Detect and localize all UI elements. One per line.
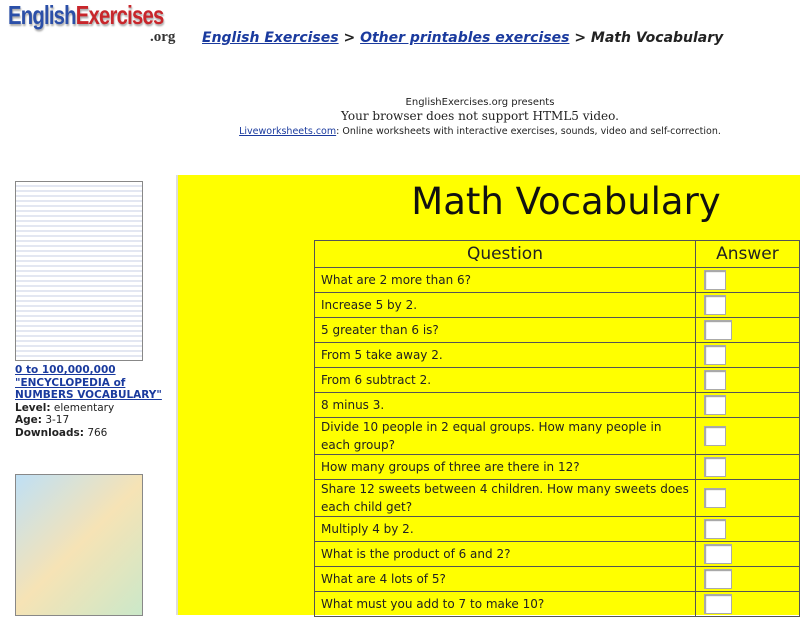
answer-cell <box>695 393 799 418</box>
table-row <box>315 455 800 480</box>
age-value: 3-17 <box>45 414 70 426</box>
question-text: How many groups of three are there in 12? <box>315 455 696 480</box>
question-text: 8 minus 3. <box>315 393 696 418</box>
question-text: Multiply 4 by 2. <box>315 517 696 542</box>
answer-input[interactable] <box>704 426 726 446</box>
sidebar-item-info <box>15 364 165 439</box>
answer-input[interactable] <box>704 488 726 508</box>
table-row <box>315 517 800 542</box>
worksheet-title: Math Vocabulary <box>411 180 721 223</box>
answer-input[interactable] <box>704 370 726 390</box>
answer-cell <box>695 293 799 318</box>
question-header: Question <box>315 241 696 268</box>
answer-cell <box>695 268 799 293</box>
level-label: Level: <box>15 401 51 414</box>
answer-input[interactable] <box>704 270 726 290</box>
answer-cell <box>695 542 799 567</box>
question-text: What are 4 lots of 5? <box>315 567 696 592</box>
table-row <box>315 268 800 293</box>
question-text: Increase 5 by 2. <box>315 293 696 318</box>
sidebar-item-title-link[interactable]: 0 to 100,000,000 "ENCYCLOPEDIA of NUMBERS VOCABULARY" <box>15 364 162 401</box>
question-text: From 5 take away 2. <box>315 343 696 368</box>
downloads-label: Downloads: <box>15 426 84 439</box>
question-text: Share 12 sweets between 4 children. How many sweets does each child get? <box>315 480 696 517</box>
table-row <box>315 567 800 592</box>
question-text: 5 greater than 6 is? <box>315 318 696 343</box>
breadcrumb <box>202 30 723 46</box>
answer-cell <box>695 480 799 517</box>
answer-input[interactable] <box>704 320 732 340</box>
table-row <box>315 592 800 617</box>
site-logo[interactable]: EnglishExercises <box>8 0 164 30</box>
answer-input[interactable] <box>704 544 732 564</box>
answer-cell <box>695 567 799 592</box>
answer-input[interactable] <box>704 295 726 315</box>
answer-cell <box>695 318 799 343</box>
table-row <box>315 368 800 393</box>
video-unsupported-text: Your browser does not support HTML5 video. <box>341 109 619 123</box>
site-logo-suffix: .org <box>150 29 176 45</box>
answer-cell <box>695 455 799 480</box>
worksheet-thumbnail[interactable] <box>15 181 143 361</box>
answer-input[interactable] <box>704 345 726 365</box>
table-row <box>315 542 800 567</box>
level-value: elementary <box>53 401 115 414</box>
question-text: What are 2 more than 6? <box>315 268 696 293</box>
answer-cell <box>695 517 799 542</box>
question-text: Divide 10 people in 2 equal groups. How many people in each group? <box>315 418 696 455</box>
answer-input[interactable] <box>704 395 726 415</box>
question-table <box>314 240 800 617</box>
answer-input[interactable] <box>704 519 726 539</box>
answer-cell <box>695 343 799 368</box>
breadcrumb-separator: > <box>343 30 356 46</box>
answer-cell <box>695 418 799 455</box>
worksheet-thumbnail[interactable] <box>15 474 143 616</box>
table-row <box>315 480 800 517</box>
liveworksheets-tagline: : Online worksheets with interactive exercises, sounds, video and self-correction. <box>336 126 721 137</box>
question-text: From 6 subtract 2. <box>315 368 696 393</box>
breadcrumb-separator: > <box>574 30 587 46</box>
table-row <box>315 293 800 318</box>
breadcrumb-printables-link[interactable]: Other printables exercises <box>360 30 570 46</box>
answer-input[interactable] <box>704 594 732 614</box>
answer-header: Answer <box>695 241 799 268</box>
presents-text: EnglishExercises.org presents <box>405 97 555 108</box>
liveworksheets-notice <box>0 126 800 137</box>
table-row <box>315 393 800 418</box>
question-text: What is the product of 6 and 2? <box>315 542 696 567</box>
age-label: Age: <box>15 414 42 426</box>
answer-cell <box>695 592 799 617</box>
table-row <box>315 343 800 368</box>
table-row <box>315 418 800 455</box>
downloads-value: 766 <box>87 426 108 439</box>
breadcrumb-current: Math Vocabulary <box>590 30 724 46</box>
question-text: What must you add to 7 to make 10? <box>315 592 696 617</box>
table-row <box>315 318 800 343</box>
liveworksheets-link[interactable]: Liveworksheets.com <box>239 126 337 137</box>
answer-input[interactable] <box>704 457 726 477</box>
breadcrumb-home-link[interactable]: English Exercises <box>202 30 339 46</box>
answer-cell <box>695 368 799 393</box>
answer-input[interactable] <box>704 569 732 589</box>
